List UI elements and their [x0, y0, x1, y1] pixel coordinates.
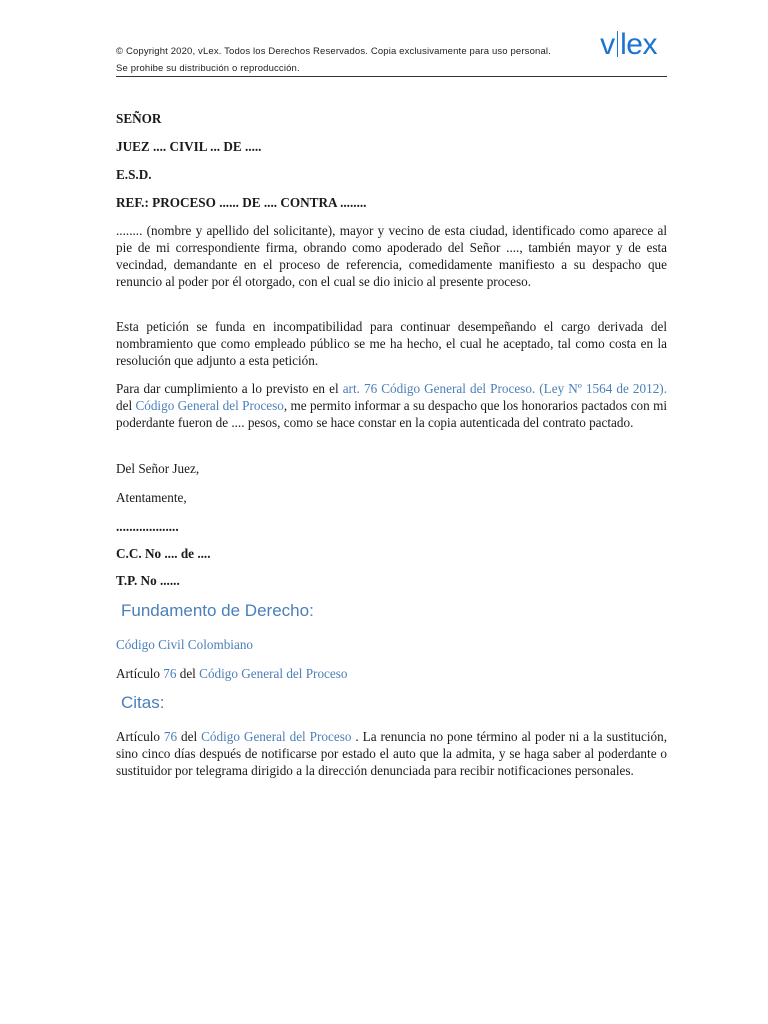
cita-text-c: . La renuncia no pone término al poder ni a la sustitución, sino cinco días después de notificarse por estado el auto que la admita, y se haga saber al poderdante o sustituidor por telegrama dirigido a la dirección denunciada para recibir notificaciones personales. [116, 729, 667, 778]
addressee-senor: SEÑOR [116, 111, 162, 126]
cita-text-a: Artículo [116, 729, 164, 744]
link-articulo-codigo[interactable]: Código General del Proceso [199, 666, 348, 681]
tp-line: T.P. No ...... [116, 573, 180, 588]
link-codigo-civil[interactable]: Código Civil Colombiano [116, 637, 254, 652]
para3-text-c: , me permito informar a su despacho que los honorarios pactados con mi poderdante fueron de .... pesos, como se hace constar en la copia autenticada del contrato pactado. [116, 398, 668, 430]
link-art-76[interactable]: art. 76 Código General del Proceso. (Ley Nº 1564 de 2012). [342, 381, 667, 396]
articulo-text-b: del [176, 666, 200, 681]
addressee-esd: E.S.D. [116, 167, 152, 182]
paragraph-honorarios [116, 380, 667, 431]
articulo-text-a: Artículo [116, 666, 164, 681]
heading-citas: Citas: [121, 693, 165, 712]
link-cita-codigo[interactable]: Código General del Proceso [201, 729, 352, 744]
logo-v: v [600, 28, 615, 61]
cita-paragraph [116, 728, 667, 779]
closing-atentamente: Atentamente, [116, 490, 187, 505]
logo-lex: lex [620, 28, 657, 61]
logo-divider [617, 31, 619, 57]
link-cita-76[interactable]: 76 [163, 729, 178, 744]
addressee-juez: JUEZ .... CIVIL ... DE ..... [116, 139, 262, 154]
heading-fundamento-derecho: Fundamento de Derecho: [121, 601, 314, 620]
articulo-line [116, 665, 347, 682]
reference-line: REF.: PROCESO ...... DE .... CONTRA ........ [116, 195, 367, 210]
closing-del-senor: Del Señor Juez, [116, 461, 200, 476]
vlex-logo [600, 28, 657, 62]
cc-line: C.C. No .... de .... [116, 546, 211, 561]
paragraph-renuncia: ........ (nombre y apellido del solicitante), mayor y vecino de esta ciudad, identificado como aparece al pie de mi correspondiente firma, obrando como apoderado del Señor ...., también mayor y de esta vecindad, demandante en el proceso de referencia, comedidamente manifiesto a su despacho que renuncio al poder por él otorgado, con el cual se dio inicio al presente proceso. [116, 223, 667, 289]
link-codigo-general[interactable]: Código General del Proceso [135, 398, 284, 413]
copyright-notice: © Copyright 2020, vLex. Todos los Derechos Reservados. Copia exclusivamente para uso personal. [116, 46, 551, 57]
prohibition-notice: Se prohibe su distribución o reproducción. [116, 63, 300, 74]
signature-line: ................... [116, 519, 179, 534]
page-header [116, 28, 667, 77]
link-articulo-76[interactable]: 76 [163, 666, 177, 681]
para3-text-a: Para dar cumplimiento a lo previsto en el [116, 381, 343, 396]
paragraph-fundamento: Esta petición se funda en incompatibilidad para continuar desempeñando el cargo derivada del nombramiento que como empleado público se me ha hecho, el cual he aceptado, tal como costa en la resolución que adjunto a esta petición. [116, 319, 667, 368]
cita-text-b: del [177, 729, 202, 744]
para3-text-b: del [116, 398, 136, 413]
